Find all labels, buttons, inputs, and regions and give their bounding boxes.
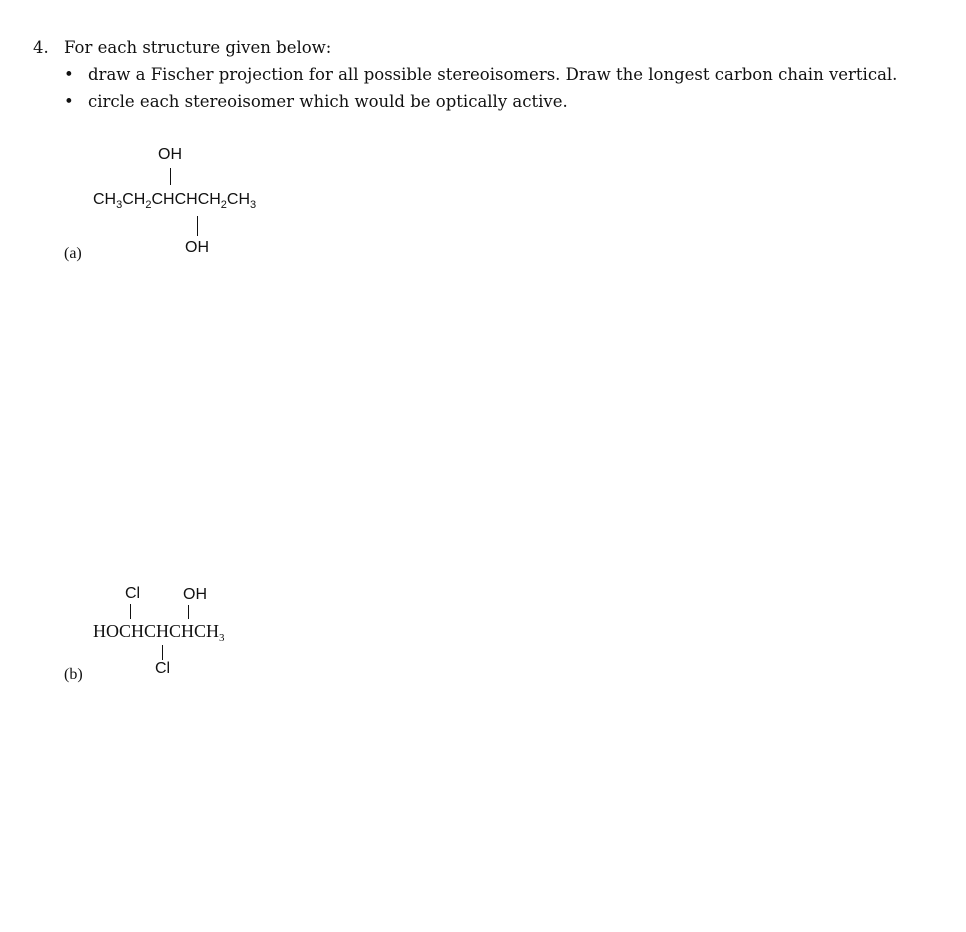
structure-b-bottom-cl: Cl bbox=[155, 660, 171, 677]
structure-b-top-oh: OH bbox=[183, 586, 207, 603]
structure-b-top-cl: Cl bbox=[125, 585, 141, 602]
structure-b-cl-bond bbox=[130, 604, 131, 619]
instruction-fischer: draw a Fischer projection for all possible stereoisomers. Draw the longest carbon chain vertical. bbox=[88, 65, 898, 84]
structure-b-formula: $HOCHCHCHCH_3$ bbox=[93, 621, 225, 644]
structure-a-bottom-bond bbox=[197, 216, 198, 236]
question-number: 4. bbox=[33, 38, 49, 57]
structure-a-top-bond bbox=[170, 168, 171, 185]
bullet-icon: • bbox=[64, 65, 74, 84]
structure-b-oh-bond bbox=[188, 605, 189, 619]
structure-a-label: (a) bbox=[64, 245, 82, 262]
bullet-icon: • bbox=[64, 92, 74, 111]
structure-b-bottom-bond bbox=[162, 645, 163, 660]
structure-a-formula: $CH_3CH_2CHCHCH_2CH_3$ bbox=[93, 191, 257, 211]
structure-b-label: (b) bbox=[64, 666, 83, 683]
structure-a-bottom-oh: OH bbox=[185, 239, 209, 256]
instruction-circle: circle each stereoisomer which would be optically active. bbox=[88, 92, 568, 111]
structure-a-top-oh: OH bbox=[158, 146, 182, 163]
question-prompt: For each structure given below: bbox=[64, 38, 332, 57]
